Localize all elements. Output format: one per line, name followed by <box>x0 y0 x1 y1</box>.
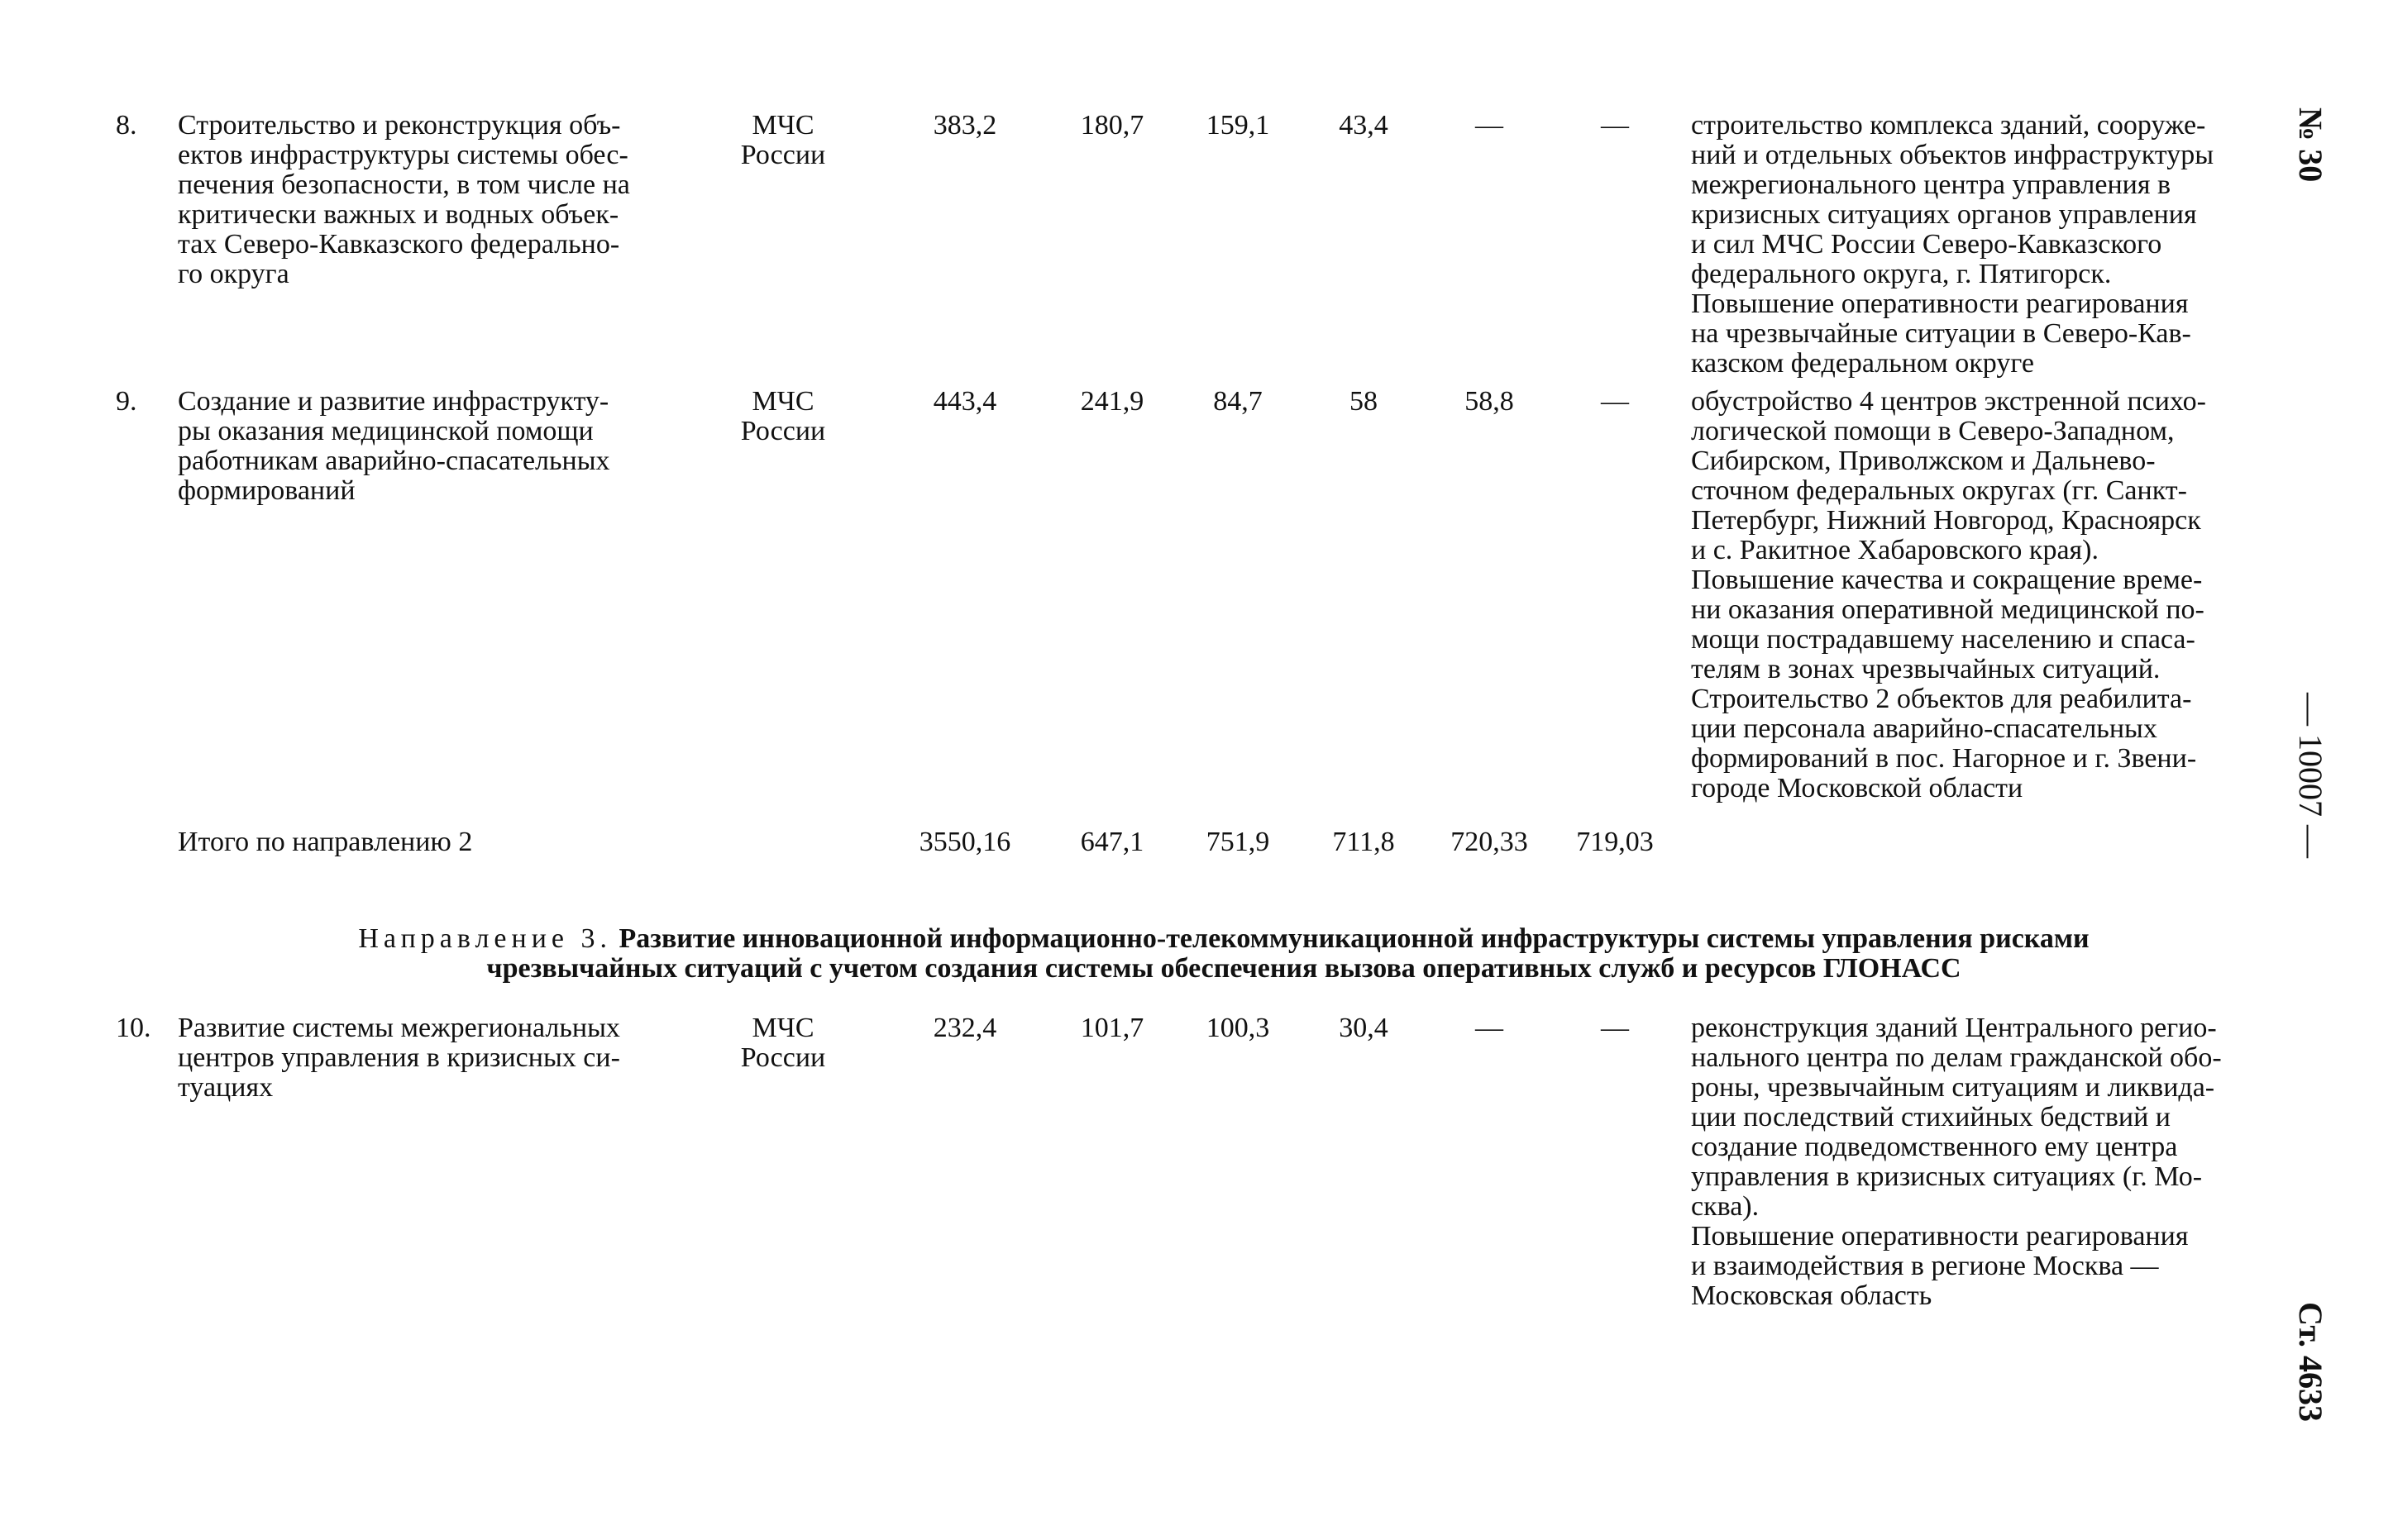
total-year-1: 647,1 <box>1080 827 1144 857</box>
value-year-2: 159,1 <box>1206 110 1270 141</box>
direction-title-line1: Развитие инновационной информационно-телекоммуникационной инфраструктуры системы управления рисками <box>619 923 2090 954</box>
value-year-5: — <box>1601 1013 1629 1043</box>
value-year-3: 58 <box>1349 386 1378 417</box>
value-total: 232,4 <box>933 1013 997 1043</box>
row-executor: МЧС России <box>740 386 826 446</box>
direction-title-line2: чрезвычайных ситуаций с учетом создания системы обеспечения вызова оперативных служб и ресурсов ГЛОНАСС <box>486 953 1961 984</box>
value-year-1: 101,7 <box>1080 1013 1144 1043</box>
row-number: 9. <box>116 386 137 417</box>
value-year-4: — <box>1475 1013 1503 1043</box>
value-year-2: 100,3 <box>1206 1013 1270 1043</box>
value-year-4: — <box>1475 110 1503 141</box>
row-executor: МЧС России <box>740 1013 826 1073</box>
article-number: Ст. 4633 <box>2292 1302 2329 1422</box>
value-year-5: — <box>1601 110 1629 141</box>
total-year-3: 711,8 <box>1332 827 1395 857</box>
row-title: Создание и развитие инфраструкту- ры оказания медицинской помощи работникам аварийно-спасательных формирований <box>178 386 610 506</box>
value-year-3: 30,4 <box>1339 1013 1388 1043</box>
value-year-3: 43,4 <box>1339 110 1388 141</box>
row-result: обустройство 4 центров экстренной психо- логической помощи в Северо-Западном, Сибирском, Приволжском и Дальнево- сточном федеральных округах (гг. Санкт- Петербург, Нижний Новгород, Красноярск и с. Ракитное Хабаровского края). Повышение качества и сокращение време- ни оказания оперативной медицинской по- мощи пострадавшему населению и спаса- телям в зонах чрезвычайных ситуаций. Строительство 2 объектов для реабилита- ции персонала аварийно-спасательных формирований в пос. Нагорное и г. Звени- городе Московской области <box>1691 386 2206 803</box>
page-number: — 10007 — <box>2292 693 2329 858</box>
value-year-5: — <box>1601 386 1629 417</box>
row-executor: МЧС России <box>740 110 826 170</box>
row-title: Развитие системы межрегиональных центров управления в кризисных си- туациях <box>178 1013 620 1103</box>
value-year-4: 58,8 <box>1464 386 1514 417</box>
value-year-1: 241,9 <box>1080 386 1144 417</box>
total-value: 3550,16 <box>919 827 1011 857</box>
value-year-2: 84,7 <box>1213 386 1263 417</box>
total-label: Итого по направлению 2 <box>178 827 473 857</box>
row-number: 10. <box>116 1013 151 1043</box>
total-year-2: 751,9 <box>1206 827 1270 857</box>
issue-number: № 30 <box>2292 107 2329 183</box>
row-result: строительство комплекса зданий, сооруже- ний и отдельных объектов инфраструктуры межрегионального центра управления в кризисных ситуациях органов управления и сил МЧС России Северо-Кавказского федерального округа, г. Пятигорск. Повышение оперативности реагирования на чрезвычайные ситуации в Северо-Кав- казском федеральном округе <box>1691 110 2214 379</box>
direction-heading <box>178 924 2270 984</box>
row-result: реконструкция зданий Центрального регио- нального центра по делам гражданской обо- роны, чрезвычайным ситуациям и ликвида- ции последствий стихийных бедствий и создание подведомственного ему центра управления в кризисных ситуациях (г. Мо- сква). Повышение оперативности реагирования и взаимодействия в регионе Москва — Московская область <box>1691 1013 2222 1311</box>
row-number: 8. <box>116 110 137 141</box>
total-year-5: 719,03 <box>1576 827 1654 857</box>
total-year-4: 720,33 <box>1450 827 1528 857</box>
value-total: 443,4 <box>933 386 997 417</box>
direction-prefix: Направление 3. <box>358 923 613 954</box>
row-title: Строительство и реконструкция объ- ектов инфраструктуры системы обес- печения безопасности, в том числе на критически важных и водных объек- тах Северо-Кавказского федерально- го округа <box>178 110 630 289</box>
value-year-1: 180,7 <box>1080 110 1144 141</box>
value-total: 383,2 <box>933 110 997 141</box>
